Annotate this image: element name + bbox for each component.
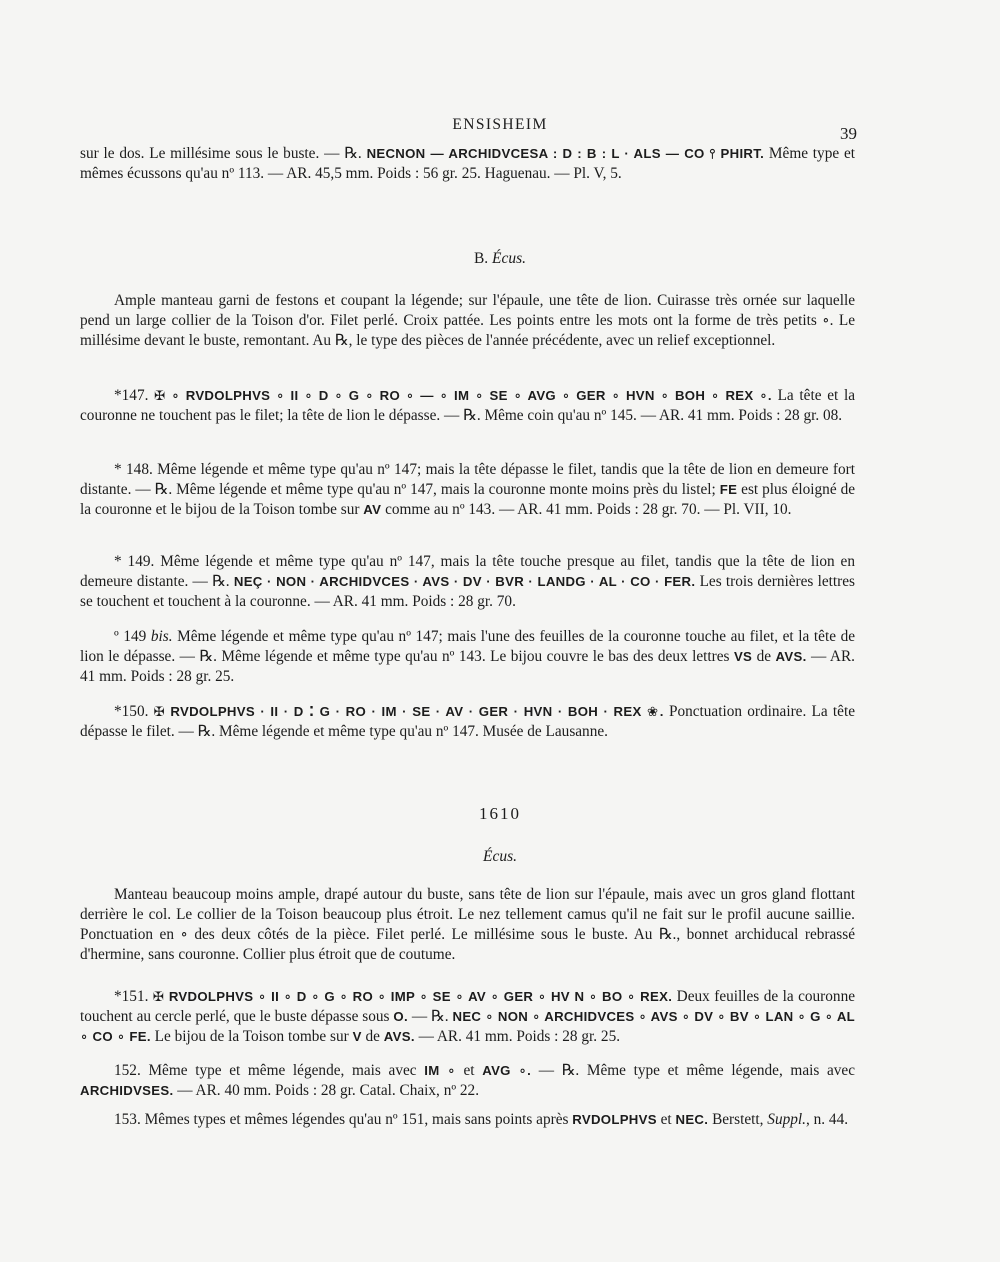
entry-147 [80, 386, 855, 426]
entry-number: 153. [114, 1111, 141, 1128]
legend-text: AVG ∘. [482, 1063, 532, 1078]
section-heading-ecus: Écus. [482, 848, 517, 865]
paragraph-carryover [80, 144, 855, 184]
legend-text: AVS. [383, 1029, 415, 1044]
text-run: La tête et la couronne ne touchent pas le filet; la tête de lion le dépasse. — ℞. Même coin qu'au nº 145. — AR. 41 mm. Poids : 28 gr. 08. [80, 387, 855, 424]
entry-150 [80, 702, 855, 742]
legend-text: NEC. [675, 1112, 709, 1127]
entry-number: *150. [114, 703, 149, 720]
text-run: — AR. 40 mm. Poids : 28 gr. Catal. Chaix, nº 22. [177, 1082, 480, 1099]
legend-text: ARCHIDVSES. [80, 1083, 174, 1098]
paragraph-description-1610: Manteau beaucoup moins ample, drapé autour du buste, sans tête de lion sur l'épaule, mais avec un gros gland flottant derrière le col. Le collier de la Toison beaucoup plus étroit. Le nez tellement camus qu'il ne fait sur le profil aucune saillie. Ponctuation en ∘ des deux côtés de la pièce. Filet perlé. Le millésime sous le buste. Au ℞., bonnet archiducal rebrassé d'hermine, sans couronne. Collier plus étroit que de coutume. [80, 886, 855, 963]
legend-text: IM ∘ [424, 1063, 456, 1078]
text-run: — ℞. Même type et même légende, mais avec [538, 1062, 856, 1079]
text-run: Même légende et même type qu'au nº 147, mais la tête touche presque au filet, tandis que la tête de lion en demeure distante. — ℞. [80, 553, 855, 590]
running-head: ENSISHEIM [452, 116, 548, 133]
legend-text: AV [363, 502, 382, 517]
text-run: Les trois dernières lettres se touchent et touchent à la couronne. — AR. 41 mm. Poids : 28 gr. 70. [80, 573, 856, 610]
entry-number: * 149. [114, 553, 155, 570]
entry-number: * 148. [114, 461, 153, 478]
text-run: sur le dos. Le millésime sous le buste. — ℞. [80, 145, 362, 162]
text-run: Le bijou de la Toison tombe sur [154, 1028, 349, 1045]
page-number: 39 [840, 124, 857, 143]
text-run: de [365, 1028, 380, 1045]
entry-152 [80, 1061, 855, 1101]
entry-number: *147. [114, 387, 149, 404]
text-run: — AR. 41 mm. Poids : 28 gr. 25. [418, 1028, 621, 1045]
legend-text: ✠ ∘ RVDOLPHVS ∘ II ∘ D ∘ G ∘ RO ∘ — ∘ IM ∘ SE ∘ AVG ∘ GER ∘ HVN ∘ BOH ∘ REX ∘. [154, 388, 772, 403]
text-run: Même légende et même type qu'au nº 147; mais l'une des feuilles de la couronne touche au filet, et la tête de lion le dépasse. — ℞. Même légende et même type qu'au nº 143. Le bijou couvre le bas des deux lettres [80, 628, 856, 665]
legend-text: NECNON — ARCHIDVCESA : D : B : L · ALS — CO ⫯ PHIRT. [366, 146, 765, 161]
text-run: Mêmes types et mêmes légendes qu'au nº 151, mais sans points après [144, 1111, 569, 1128]
legend-text: AVS. [775, 649, 807, 664]
entry-number: º 149 [114, 628, 147, 645]
legend-text: ✠ RVDOLPHVS ∘ II ∘ D ∘ G ∘ RO ∘ IMP ∘ SE ∘ AV ∘ GER ∘ HV N ∘ BO ∘ REX. [152, 989, 673, 1004]
section-prefix: B. [473, 250, 489, 267]
text-run: Même type et mêmes écussons qu'au nº 113. — AR. 45,5 mm. Poids : 56 gr. 25. Haguenau. — Pl. V, 5. [80, 145, 855, 182]
legend-text: V [352, 1029, 362, 1044]
text-run: et [463, 1062, 475, 1079]
text-run: — AR. 41 mm. Poids : 28 gr. 25. [80, 648, 856, 685]
legend-text: VS [733, 649, 753, 664]
entry-149 [80, 552, 855, 612]
paragraph-description-b: Ample manteau garni de festons et coupant la légende; sur l'épaule, une tête de lion. Cuirasse très ornée sur laquelle pend un large collier de la Toison d'or. Filet perlé. Croix pattée. Les points entre les mots ont la forme de très petits ∘. Le millésime devant le buste, remontant. Au ℞, le type des pièces de l'année précédente, avec un relief exceptionnel. [80, 292, 855, 349]
entry-153 [80, 1110, 855, 1130]
text-run: de [756, 648, 772, 665]
legend-text: ✠ RVDOLPHVS · II · D ⁚ G · RO · IM · SE · AV · GER · HVN · BOH · REX ❀. [153, 704, 664, 719]
text-run: comme au nº 143. — AR. 41 mm. Poids : 28 gr. 70. — Pl. VII, 10. [385, 501, 792, 518]
text-run: , n. 44. [805, 1111, 849, 1128]
entry-suffix: bis. [150, 628, 173, 645]
entry-149-bis [80, 627, 855, 687]
entry-148 [80, 460, 855, 520]
italic-reference: Suppl. [767, 1111, 806, 1128]
text-run: Berstett, [712, 1111, 764, 1128]
text-run: Même légende et même type qu'au nº 147; mais la tête dépasse le filet, tandis que la tête de lion en demeure fort distante. — ℞. Même légende et même type qu'au nº 147, mais la couronne monte moins près du listel; [80, 461, 856, 498]
legend-text: FE [719, 482, 738, 497]
legend-text: O. [393, 1009, 408, 1024]
entry-number: *151. [114, 988, 149, 1005]
section-heading-b [0, 250, 1000, 268]
text-run: est plus éloigné de la couronne et le bijou de la Toison tombe sur [80, 481, 856, 518]
text-run: — ℞. [411, 1008, 449, 1025]
legend-text: NEÇ · NON · ARCHIDVCES · AVS · DV · BVR · LANDG · AL · CO · FER. [233, 574, 696, 589]
text-run: et [660, 1111, 672, 1128]
section-title: Écus. [492, 250, 527, 267]
text-run: Même type et même légende, mais avec [148, 1062, 417, 1079]
year-heading: 1610 [479, 804, 521, 823]
text-run: Ponctuation ordinaire. La tête dépasse le filet. — ℞. Même légende et même type qu'au nº 147. Musée de Lausanne. [80, 703, 855, 740]
text-run: Deux feuilles de la couronne touchent au cercle perlé, que le buste dépasse sous [80, 988, 856, 1025]
legend-text: NEC ∘ NON ∘ ARCHIDVCES ∘ AVS ∘ DV ∘ BV ∘ LAN ∘ G ∘ AL ∘ CO ∘ FE. [80, 1009, 856, 1044]
entry-number: 152. [114, 1062, 141, 1079]
entry-151 [80, 987, 855, 1047]
legend-text: RVDOLPHVS [572, 1112, 657, 1127]
